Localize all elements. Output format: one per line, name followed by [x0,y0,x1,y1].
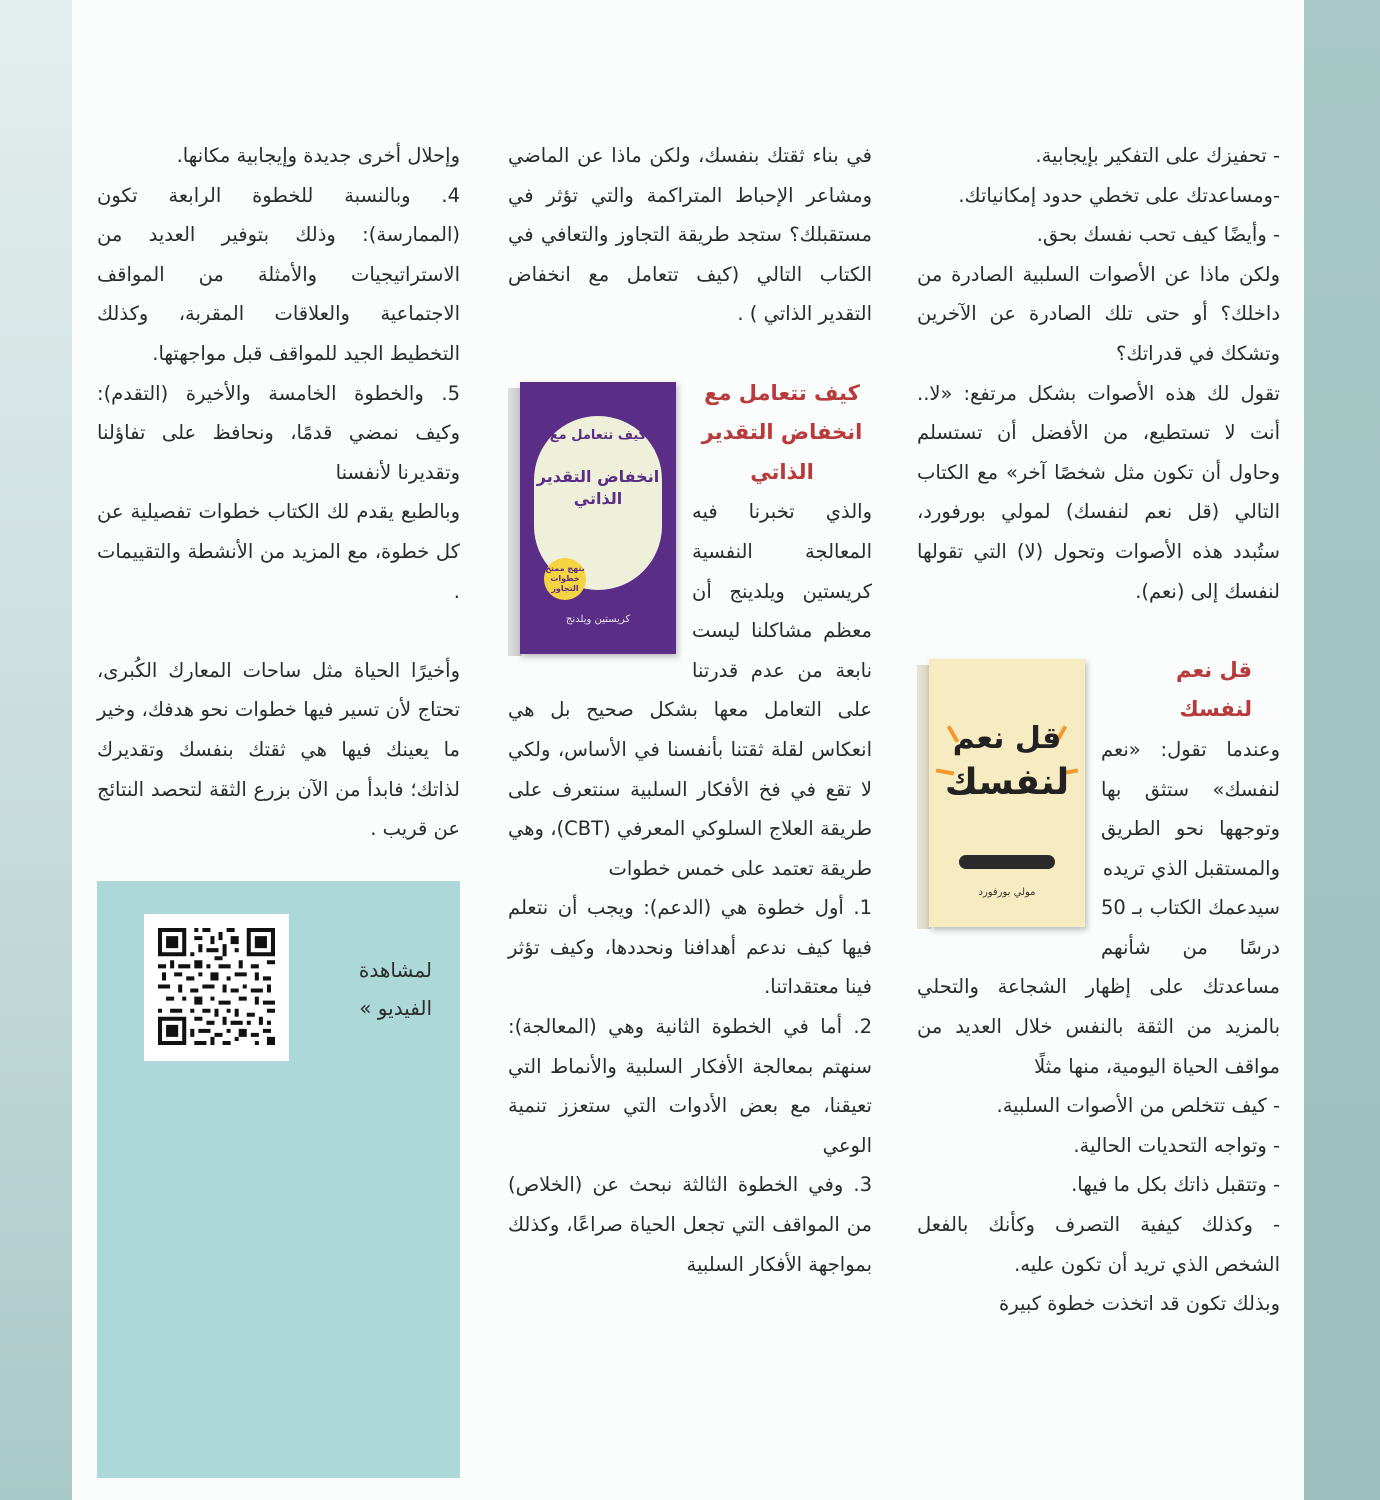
right-column [917,136,1280,1324]
step-3: 3. وفي الخطوة الثالثة نبحث عن (الخلاص) من المواقف التي تجعل الحياة صراعًا، وكذلك بمواجهة الأفكار السلبية [508,1173,872,1276]
qr-code-icon[interactable] [144,914,289,1061]
paragraph-therapist: والذي تخبرنا فيه المعالجة النفسية كريستين ويلدينج أن معظم مشاكلنا ليست نابعة من عدم قدرتنا على التعامل معها بشكل صحيح بل هي انعكاس لقلة ثقتنا بأنفسنا في الأساس، ولكي لا تقع في فخ الأفكار السلبية سنتعرف على طريقة العلاج السلوكي المعرفي (CBT)، وهي طريقة تعتمد على خمس خطوات [508,500,872,880]
book-title-line2: لنفسك [944,761,1070,803]
book-title-line2: انخفاض التقدير الذاتي [536,466,660,508]
book-badge: بنهج ممنح خطوات التجاوز [544,558,586,600]
heading-low-esteem-2: انخفاض التقدير [701,420,863,445]
heading-say-yes: قل نعم لنفسك [1175,657,1252,722]
step-5: 5. والخطوة الخامسة والأخيرة (التقدم): وكيف نمضي قدمًا، ونحافظ على تفاؤلنا وتقديرنا لأنفسنا [97,381,460,484]
qr-code-graphic [158,928,275,1045]
publisher-logo [959,855,1055,869]
spacer [917,611,1280,651]
bullet-accept: - وتتقبل ذاتك بكل ما فيها. [1071,1173,1280,1197]
paragraph-big-step: وبذلك تكون قد اتخذت خطوة كبيرة [999,1292,1280,1316]
step-1: 1. أول خطوة هي (الدعم): ويجب أن نتعلم فيها كيف ندعم أهدافنا ونحددها، وكيف تؤثر فينا معتقداتنا. [508,896,872,999]
watch-video-line1: لمشاهدة [358,958,432,982]
left-column [97,136,460,849]
paragraph-voices-say: تقول لك هذه الأصوات بشكل مرتفع: «لا.. أنت لا تستطيع، من الأفضل أن تستسلم وحاول أن تكون مثل شخصًا آخر» مع الكتاب التالي (قل نعم لنفسك) لمولي بورفورد، ستُبدد هذه الأصوات وتحول (لا) التي تقولها لنفسك إلى (نعم). [917,381,1280,603]
bullet-positive-thinking: - تحفيزك على التفكير بإيجابية. [1035,144,1280,167]
step-4: 4. وبالنسبة للخطوة الرابعة تكون (الممارسة): وذلك بتوفير العديد من الاستراتيجيات والأمثلة من المواقف الاجتماعية والعلاقات المقربة، وكذلك التخطيط الجيد للمواقف قبل مواجهتها. [97,183,460,365]
spacer [508,334,872,374]
bullet-love-yourself: - وأيضًا كيف تحب نفسك بحق. [1036,223,1280,247]
book-author: مولي بورفورد [978,887,1036,899]
bullet-get-rid: - كيف تتخلص من الأصوات السلبية. [996,1094,1280,1118]
bullet-act: - وكذلك كيفية التصرف وكأنك بالفعل الشخص الذي تريد أن تكون عليه. [917,1213,1280,1276]
paragraph-when-you-say: وعندما تقول: «نعم لنفسك» ستثق بها وتوجهها نحو الطريق والمستقبل الذي تريده [1101,737,1280,880]
step-2: 2. أما في الخطوة الثانية وهي (المعالجة): سنهتم بمعالجة الأفكار السلبية والأنماط التي تعيقنا، مع بعض الأدوات التي ستعزز تنمية الوعي [508,1015,872,1157]
video-qr-panel [97,881,460,1478]
paragraph-finally: وأخيرًا الحياة مثل ساحات المعارك الكُبرى، تحتاج لأن تسير فيها خطوات نحو هدفك، وخير ما يعينك فيها هي ثقتك بنفسك وتقديرك لذاتك؛ فابدأ من الآن بزرع الثقة لتحصد النتائج عن قريب . [97,658,460,841]
paragraph-50-lessons: سيدعمك الكتاب بـ 50 درسًا من شأنهم مساعدتك على إظهار الشجاعة والتحلي بالمزيد من الثقة بالنفس خلال العديد من مواقف الحياة اليومية، منها مثلًا [917,896,1280,1078]
book-title-line1: كيف تتعامل مع [549,427,647,443]
watch-video-line2: الفيديو » [359,996,432,1020]
heading-low-esteem-3: الذاتي [750,459,814,484]
book-cover-low-esteem [508,382,678,657]
heading-low-esteem-1: كيف تتعامل مع [704,380,860,405]
paragraph-replace: وإحلال أخرى جديدة وإيجابية مكانها. [176,144,460,167]
bullet-challenges: - وتواجه التحديات الحالية. [1073,1133,1280,1157]
bullet-limits: -ومساعدتك على تخطي حدود إمكانياتك. [958,183,1280,207]
paragraph-detailed-steps: وبالطبع يقدم لك الكتاب خطوات تفصيلية عن كل خطوة، مع المزيد من الأنشطة والتقييمات . [97,500,460,603]
book-author: كريستين ويلدنج [565,613,631,625]
spacer [97,611,460,651]
book-title-line1: قل نعم [952,720,1062,756]
paragraph-negative-voices: ولكن ماذا عن الأصوات السلبية الصادرة من داخلك؟ أو حتى تلك الصادرة عن الآخرين وتشكك في قدراتك؟ [917,262,1280,365]
book-cover-front [929,659,1085,927]
watch-video-label [302,951,432,1027]
middle-column [508,136,872,1284]
left-page-edge [0,0,72,1500]
book-cover-front [520,382,676,654]
paragraph-self-confidence: في بناء ثقتك بنفسك، ولكن ماذا عن الماضي ومشاعر الإحباط المتراكمة والتي تؤثر في مستقبلك؟ ستجد طريقة التجاوز والتعافي في الكتاب التالي (كيف تتعامل مع انخفاض التقدير الذاتي ) . [508,144,872,326]
right-page-edge [1304,0,1380,1500]
book-cover-say-yes [917,659,1087,931]
